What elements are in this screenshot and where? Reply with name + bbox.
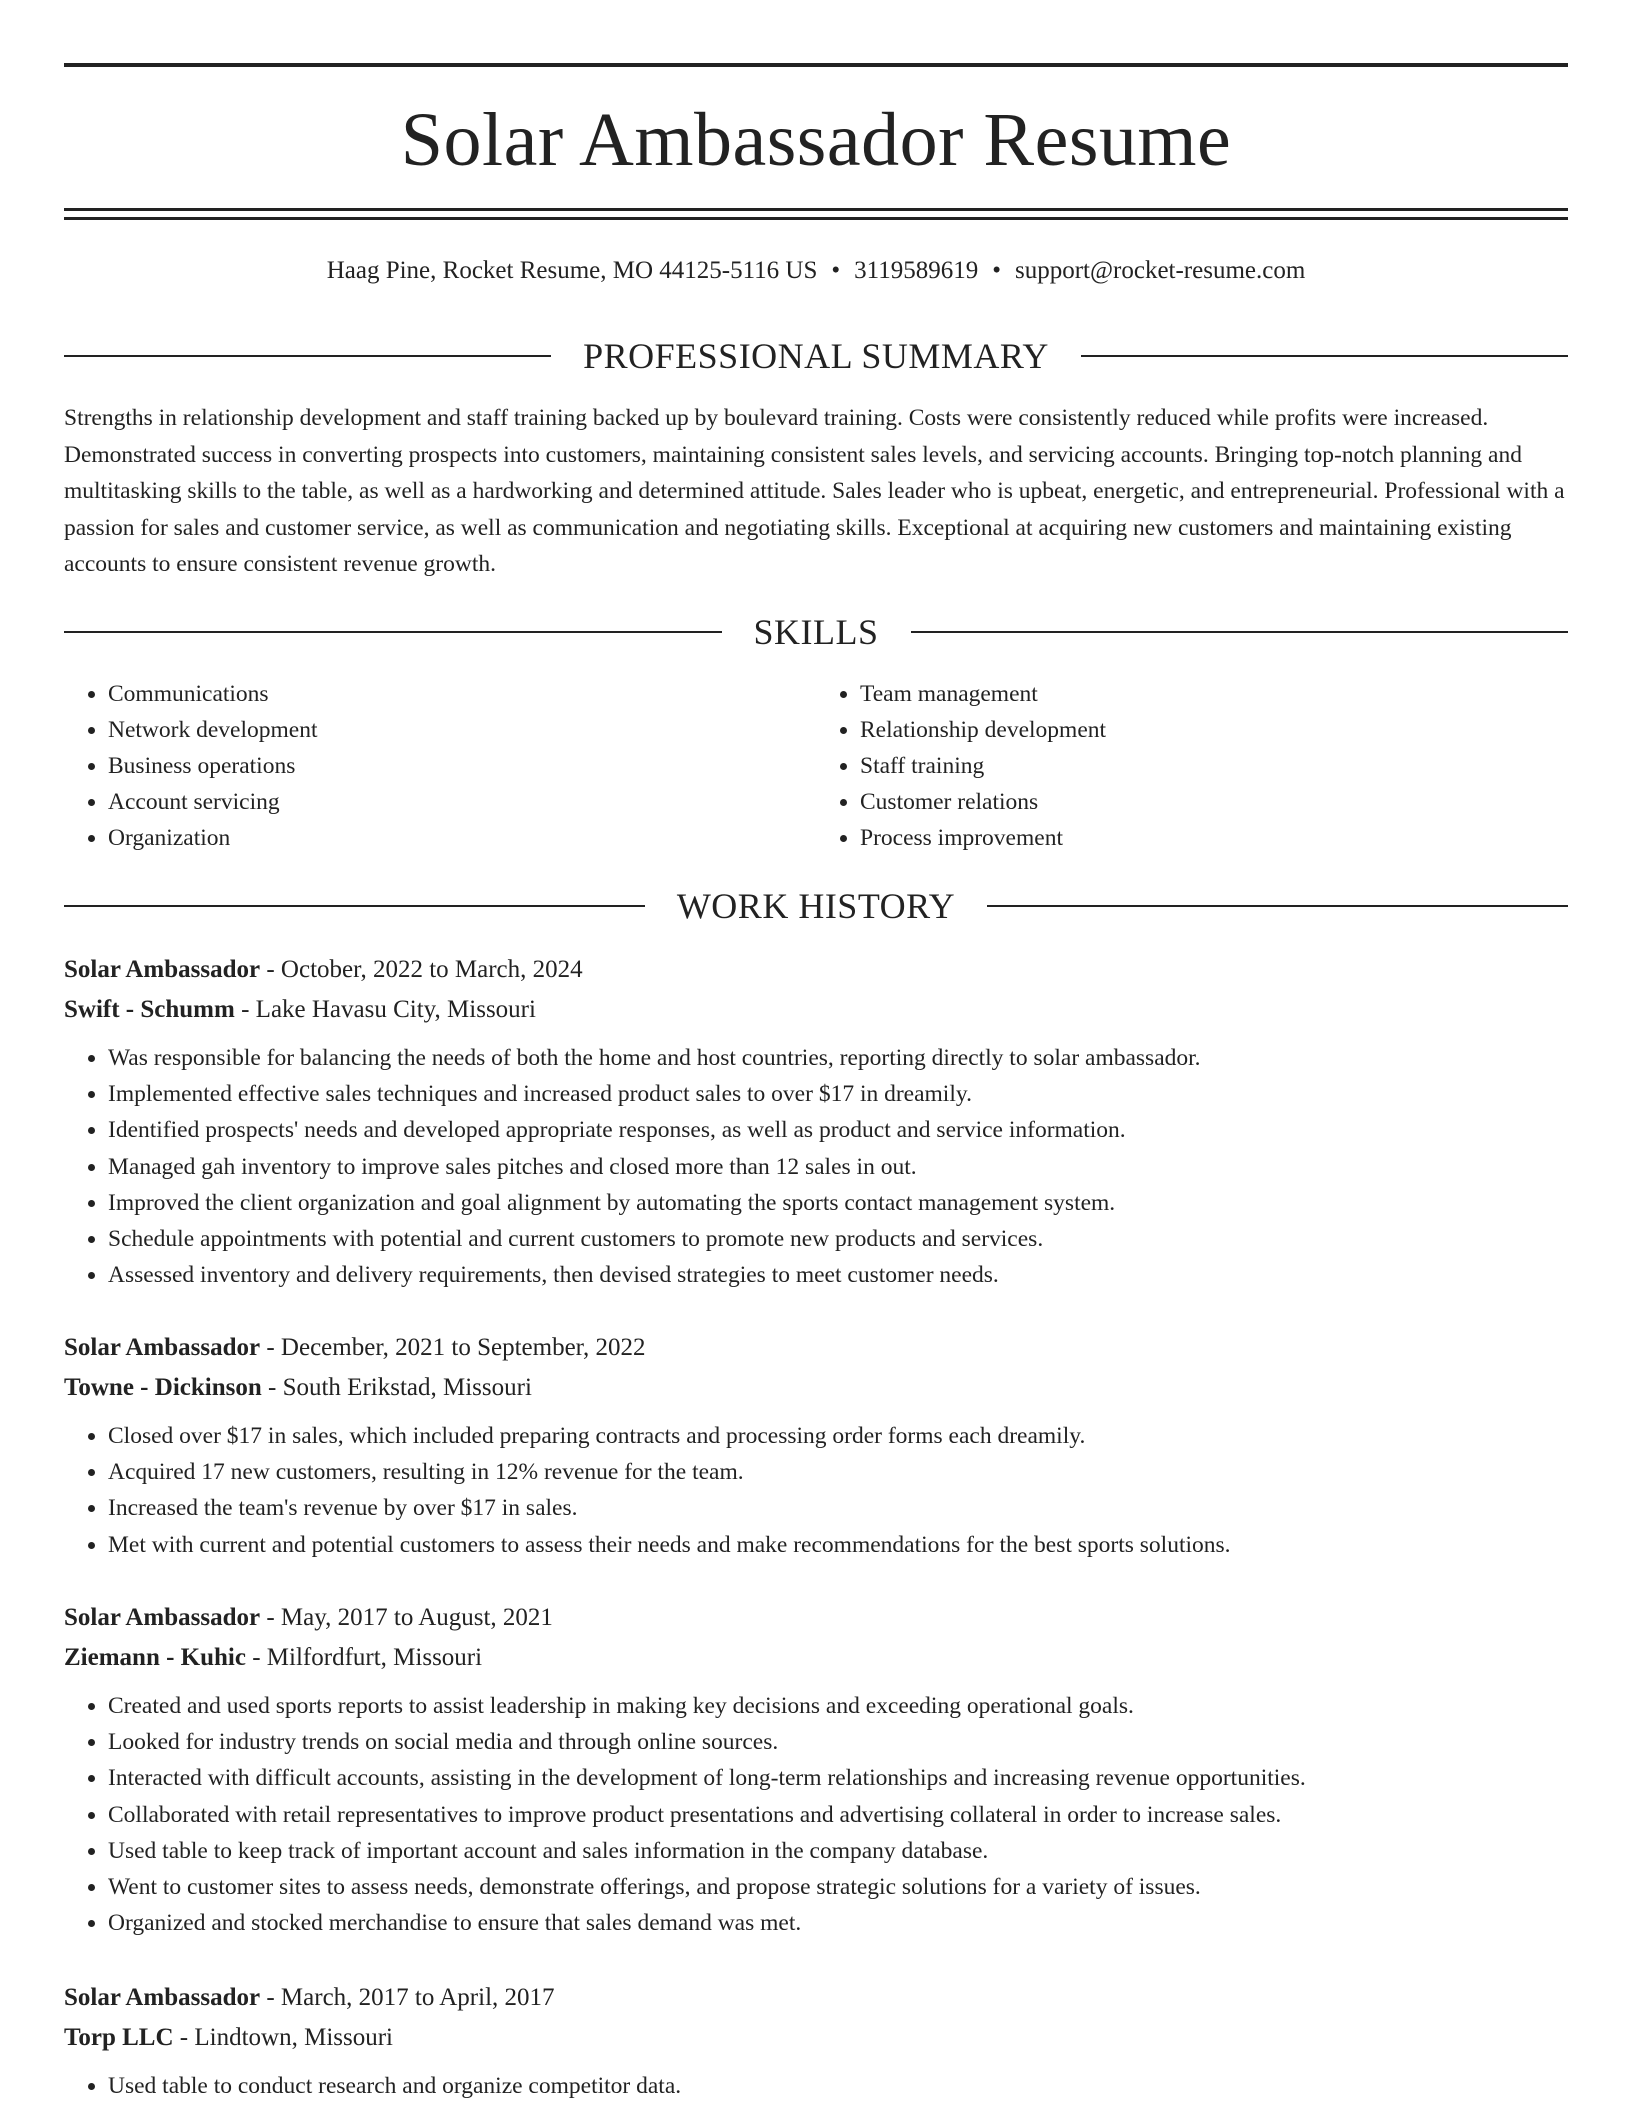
- job-role-line: [64, 950, 1568, 990]
- job-location: - Lake Havasu City, Missouri: [234, 996, 536, 1023]
- job-location: - Milfordfurt, Missouri: [245, 1644, 483, 1671]
- summary-text: Strengths in relationship development and staff training backed up by boulevard training. Costs were consistently reduced while profits were increased. Demonstrated success in converting prospects into customers, maintaining consistent sales levels, and servicing accounts. Bringing top-notch planning and multitasking skills to the table, as well as a hardworking and determined attitude. Sales leader who is upbeat, energetic, and entrepreneurial. Professional with a passion for sales and customer service, as well as communication and negotiating skills. Exceptional at acquiring new customers and maintaining existing accounts to ensure consistent revenue growth.: [64, 405, 1565, 577]
- job-company: Torp LLC: [64, 2024, 174, 2051]
- job-location: - Lindtown, Missouri: [173, 2024, 393, 2051]
- work-history-heading-label: WORK HISTORY: [676, 886, 956, 926]
- job-company: Swift - Schumm: [64, 996, 235, 1023]
- job-role-line: [64, 1598, 1568, 1638]
- job-bullet: • Met with current and potential customers to assess their needs and make recommendations for the best sports solutions.: [108, 1527, 1568, 1563]
- contact-address: Haag Pine, Rocket Resume, MO 44125-5116 US: [326, 257, 818, 284]
- job-company-line: [64, 1638, 1568, 1678]
- job-bullet: • Went to customer sites to assess needs, demonstrate offerings, and propose strategic solutions for a variety of issues.: [108, 1869, 1568, 1905]
- job-title: Solar Ambassador: [64, 956, 261, 983]
- job-company: Towne - Dickinson: [64, 1374, 262, 1401]
- skill-item: • Process improvement: [860, 820, 1568, 856]
- job-bullet: • Identified prospects' needs and developed appropriate responses, as well as product and service information.: [108, 1112, 1568, 1148]
- job-dates: - October, 2022 to March, 2024: [260, 956, 583, 983]
- top-divider: [64, 63, 1568, 67]
- job-company: Ziemann - Kuhic: [64, 1644, 246, 1671]
- skill-item: • Relationship development: [860, 712, 1568, 748]
- work-history-heading: [64, 884, 1568, 928]
- job-entry: [64, 1978, 1568, 2104]
- heading-rule-right: [987, 905, 1568, 907]
- job-bullet: • Organized and stocked merchandise to ensure that sales demand was met.: [108, 1905, 1568, 1941]
- heading-rule-right: [1081, 355, 1568, 357]
- heading-rule-left: [64, 355, 551, 357]
- title-double-divider: [64, 208, 1568, 220]
- job-role-line: [64, 1328, 1568, 1368]
- skills-list: [64, 676, 1568, 856]
- heading-rule-left: [64, 631, 722, 633]
- skills-heading: [64, 610, 1568, 654]
- job-bullet: • Implemented effective sales techniques and increased product sales to over $17 in dreamily.: [108, 1076, 1568, 1112]
- skill-item: • Communications: [108, 676, 816, 712]
- job-entry: [64, 1328, 1568, 1563]
- job-title: Solar Ambassador: [64, 1334, 261, 1361]
- skill-item: • Team management: [860, 676, 1568, 712]
- skills-column-left: [64, 676, 816, 856]
- skill-item: • Staff training: [860, 748, 1568, 784]
- job-bullet: • Collaborated with retail representatives to improve product presentations and advertising collateral in order to increase sales.: [108, 1797, 1568, 1833]
- job-dates: - December, 2021 to September, 2022: [260, 1334, 646, 1361]
- job-company-line: [64, 1368, 1568, 1408]
- job-bullet: • Was responsible for balancing the needs of both the home and host countries, reporting directly to solar ambassador.: [108, 1040, 1568, 1076]
- resume-title: Solar Ambassador Resume: [400, 98, 1232, 182]
- summary-heading: [64, 334, 1568, 378]
- job-company-line: [64, 2018, 1568, 2058]
- contact-line: [64, 254, 1568, 288]
- job-bullet: • Assessed inventory and delivery requirements, then devised strategies to meet customer needs.: [108, 1257, 1568, 1293]
- job-bullet: • Interacted with difficult accounts, assisting in the development of long-term relationships and increasing revenue opportunities.: [108, 1760, 1568, 1796]
- job-title: Solar Ambassador: [64, 1984, 261, 2011]
- job-dates: - May, 2017 to August, 2021: [260, 1604, 553, 1631]
- job-title: Solar Ambassador: [64, 1604, 261, 1631]
- job-bullets: [64, 1418, 1568, 1563]
- job-dates: - March, 2017 to April, 2017: [260, 1984, 555, 2011]
- contact-email[interactable]: support@rocket-resume.com: [1015, 257, 1306, 284]
- skills-heading-label: SKILLS: [753, 612, 879, 652]
- job-bullet: • Used table to keep track of important account and sales information in the company database.: [108, 1833, 1568, 1869]
- job-bullet: • Improved the client organization and goal alignment by automating the sports contact management system.: [108, 1185, 1568, 1221]
- heading-rule-right: [911, 631, 1569, 633]
- job-bullet: • Closed over $17 in sales, which included preparing contracts and processing order forms each dreamily.: [108, 1418, 1568, 1454]
- job-bullet: • Schedule appointments with potential and current customers to promote new products and services.: [108, 1221, 1568, 1257]
- skills-column-right: [816, 676, 1568, 856]
- job-bullets: [64, 1040, 1568, 1293]
- contact-separator: •: [992, 257, 1001, 284]
- job-entry: [64, 950, 1568, 1293]
- skill-item: • Customer relations: [860, 784, 1568, 820]
- job-bullet: • Acquired 17 new customers, resulting in 12% revenue for the team.: [108, 1454, 1568, 1490]
- contact-separator: •: [831, 257, 841, 284]
- job-bullet: • Created and used sports reports to assist leadership in making key decisions and exceeding operational goals.: [108, 1688, 1568, 1724]
- skill-item: • Business operations: [108, 748, 816, 784]
- job-bullet: • Increased the team's revenue by over $17 in sales.: [108, 1490, 1568, 1526]
- job-entry: [64, 1598, 1568, 1941]
- job-bullets: [64, 1688, 1568, 1941]
- skill-item: • Account servicing: [108, 784, 816, 820]
- job-role-line: [64, 1978, 1568, 2018]
- heading-rule-left: [64, 905, 645, 907]
- job-bullet: • Managed gah inventory to improve sales pitches and closed more than 12 sales in out.: [108, 1149, 1568, 1185]
- job-bullets: [64, 2068, 1568, 2104]
- job-location: - South Erikstad, Missouri: [261, 1374, 532, 1401]
- contact-phone[interactable]: 3119589619: [854, 257, 979, 284]
- skill-item: • Organization: [108, 820, 816, 856]
- summary-heading-label: PROFESSIONAL SUMMARY: [583, 336, 1049, 376]
- job-bullet: • Looked for industry trends on social media and through online sources.: [108, 1724, 1568, 1760]
- job-company-line: [64, 990, 1568, 1030]
- job-bullet: • Used table to conduct research and organize competitor data.: [108, 2068, 1568, 2104]
- skill-item: • Network development: [108, 712, 816, 748]
